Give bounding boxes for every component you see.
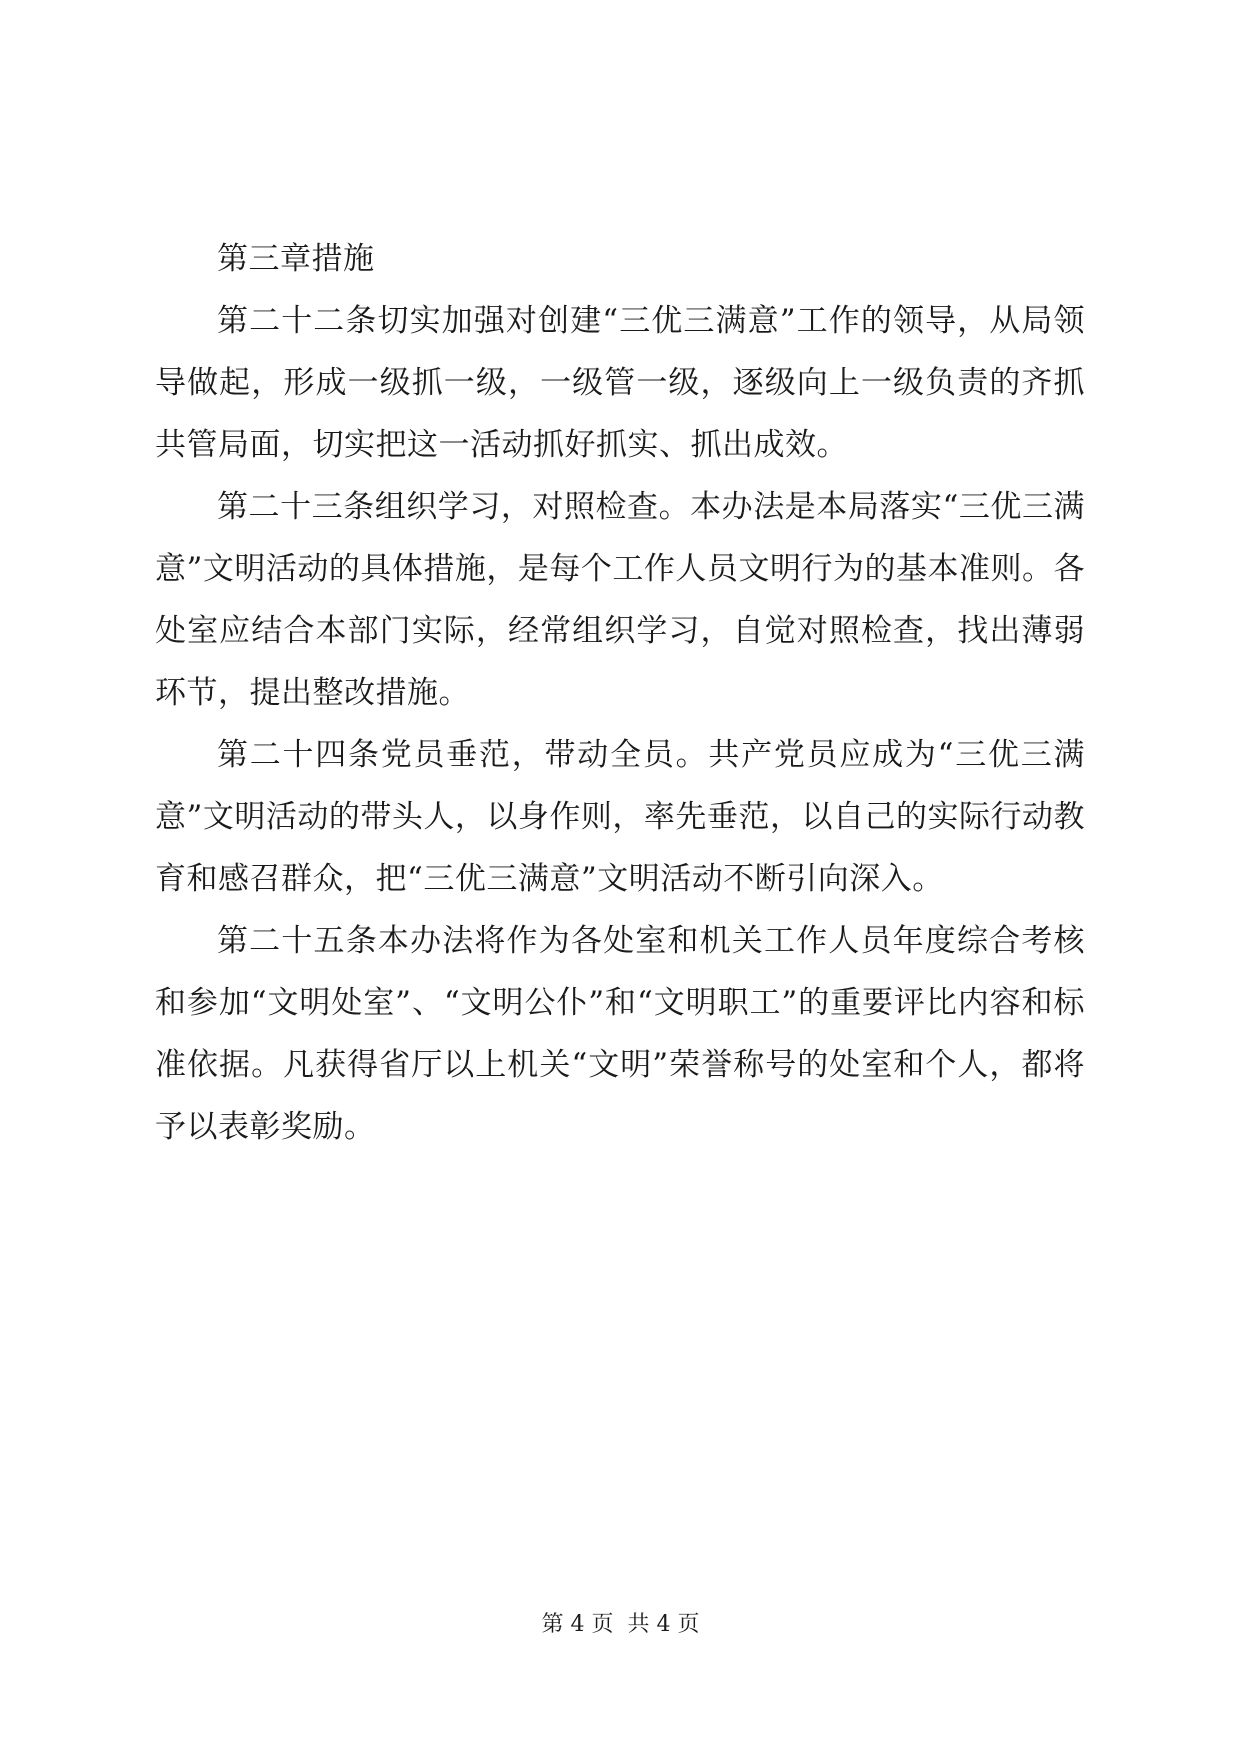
page-footer xyxy=(0,1610,1241,1640)
article-25-paragraph: 第二十五条本办法将作为各处室和机关工作人员年度综合考核和参加“文明处室”、“文明公仆”和“文明职工”的重要评比内容和标准依据。凡获得省厅以上机关“文明”荣誉称号的处室和个人，都将予以表彰奖励。 xyxy=(155,923,1085,1145)
chapter-heading: 第三章措施 xyxy=(217,241,375,277)
page-number: 第 4 页 共 4 页 xyxy=(541,1612,700,1637)
article-24-paragraph: 第二十四条党员垂范，带动全员。共产党员应成为“三优三满意”文明活动的带头人，以身作则，率先垂范，以自己的实际行动教育和感召群众，把“三优三满意”文明活动不断引向深入。 xyxy=(155,737,1085,897)
article-22-paragraph: 第二十二条切实加强对创建“三优三满意”工作的领导，从局领导做起，形成一级抓一级，一级管一级，逐级向上一级负责的齐抓共管局面，切实把这一活动抓好抓实、抓出成效。 xyxy=(155,303,1085,463)
article-23-paragraph: 第二十三条组织学习，对照检查。本办法是本局落实“三优三满意”文明活动的具体措施，是每个工作人员文明行为的基本准则。各处室应结合本部门实际，经常组织学习，自觉对照检查，找出薄弱环节，提出整改措施。 xyxy=(155,489,1085,711)
document-body xyxy=(155,228,1085,1158)
